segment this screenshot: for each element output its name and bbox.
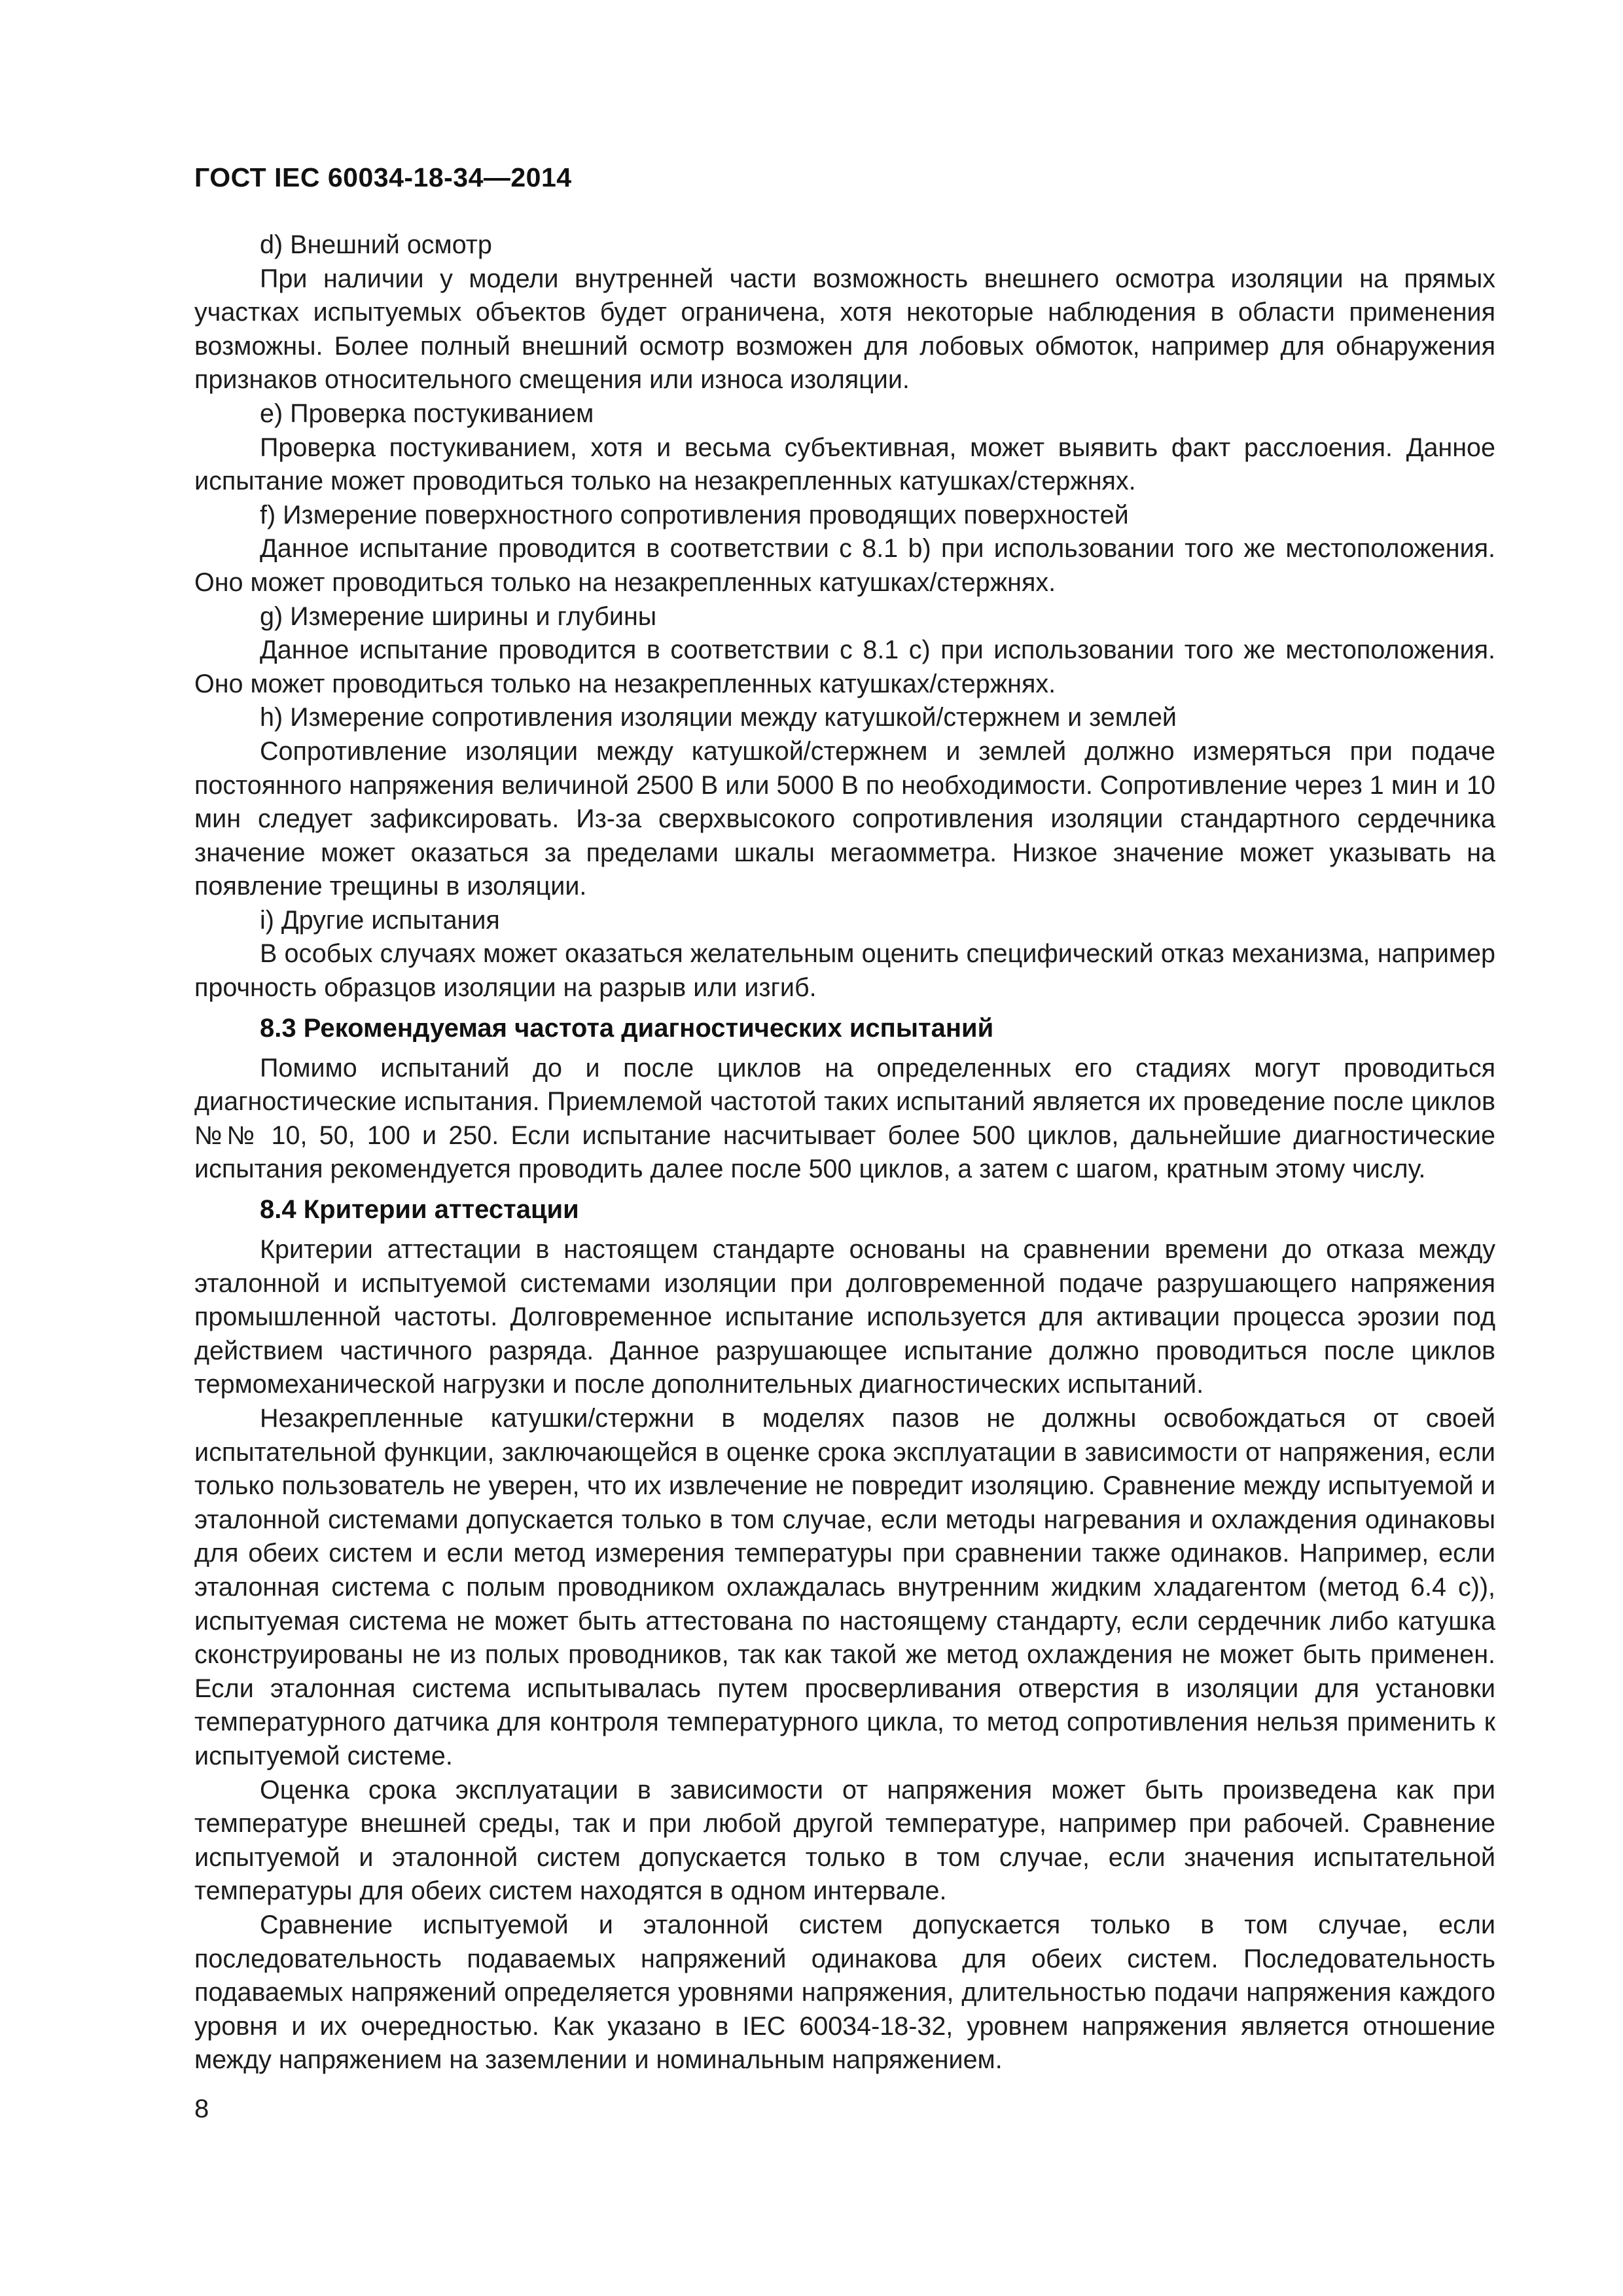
document-header: ГОСТ IEC 60034-18-34—2014 — [194, 162, 572, 192]
item-e-title: e) Проверка постукиванием — [260, 399, 594, 428]
item-i-text: В особых случаях может оказаться желательным оценить специфический отказ механизма, например прочность образцов изоляции на разрыв или изгиб. — [194, 939, 1495, 1003]
section-8-4-paragraph-3: Оценка срока эксплуатации в зависимости от напряжения может быть произведена как при температуре внешней среды, так и при любой другой температуре, например при рабочей. Сравнение испытуемой и эталонной систем допускается только в том случае, если значения испытательной температуры для обеих систем находятся в одном интервале. — [194, 1775, 1495, 1906]
section-8-4-paragraph-1: Критерии аттестации в настоящем стандарте основаны на сравнении времени до отказа между эталонной и испытуемой системами изоляции при долговременной подаче разрушающего напряжения промышленной частоты. Долговременное испытание используется для активации процесса эрозии под действием частичного разряда. Данное разрушающее испытание должно проводиться после циклов термомеханической нагрузки и после дополнительных диагностических испытаний. — [194, 1235, 1495, 1399]
section-8-4-heading: 8.4 Критерии аттестации — [260, 1195, 579, 1225]
item-i-title: i) Другие испытания — [260, 905, 500, 935]
section-8-3-heading: 8.3 Рекомендуемая частота диагностических испытаний — [260, 1013, 994, 1043]
item-g-title: g) Измерение ширины и глубины — [260, 601, 657, 631]
item-d-text: При наличии у модели внутренней части возможность внешнего осмотра изоляции на прямых участках испытуемых объектов будет ограничена, хотя некоторые наблюдения в области применения возможны. Более полный внешний осмотр возможен для лобовых обмоток, например для обнаружения признаков относительного смещения или износа изоляции. — [194, 264, 1495, 395]
section-8-4-paragraph-4: Сравнение испытуемой и эталонной систем допускается только в том случае, если последовательность подаваемых напряжений одинакова для обеих систем. Последовательность подаваемых напряжений определяется уровнями напряжения, длительностью подачи напряжения каждого уровня и их очередностью. Как указано в IEC 60034-18-32, уровнем напряжения является отношение между напряжением на заземлении и номинальным напряжением. — [194, 1910, 1495, 2075]
item-h-text: Сопротивление изоляции между катушкой/стержнем и землей должно измеряться при подаче постоянного напряжения величиной 2500 В или 5000 В по необходимости. Сопротивление через 1 мин и 10 мин следует зафиксировать. Из-за сверхвысокого сопротивления изоляции стандартного сердечника значение может оказаться за пределами шкалы мегаомметра. Низкое значение может указывать на появление трещины в изоляции. — [194, 736, 1495, 901]
document-body — [194, 228, 1495, 2077]
item-h-title: h) Измерение сопротивления изоляции между катушкой/стержнем и землей — [260, 703, 1177, 732]
page-number: 8 — [194, 2094, 209, 2123]
item-f-text: Данное испытание проводится в соответствии с 8.1 b) при использовании того же местоположения. Оно может проводиться только на незакрепленных катушках/стержнях. — [194, 534, 1495, 597]
item-d-title: d) Внешний осмотр — [260, 230, 492, 259]
item-g-text: Данное испытание проводится в соответствии с 8.1 c) при использовании того же местоположения. Оно может проводиться только на незакрепленных катушках/стержнях. — [194, 636, 1495, 698]
item-f-title: f) Измерение поверхностного сопротивления проводящих поверхностей — [260, 500, 1129, 529]
section-8-3-text: Помимо испытаний до и после циклов на определенных его стадиях могут проводиться диагностические испытания. Приемлемой частотой таких испытаний является их проведение после циклов №№ 10, 50, 100 и 250. Если испытание насчитывает более 500 циклов, дальнейшие диагностические испытания рекомендуется проводить далее после 500 циклов, а затем с шагом, кратным этому числу. — [194, 1053, 1495, 1184]
item-e-text: Проверка постукиванием, хотя и весьма субъективная, может выявить факт расслоения. Данное испытание может проводиться только на незакрепленных катушках/стержнях. — [194, 433, 1495, 496]
section-8-4-paragraph-2: Незакрепленные катушки/стержни в моделях пазов не должны освобождаться от своей испытательной функции, заключающейся в оценке срока эксплуатации в зависимости от напряжения, если только пользователь не уверен, что их извлечение не повредит изоляцию. Сравнение между испытуемой и эталонной системами допускается только в том случае, если методы нагревания и охлаждения одинаковы для обеих систем и если метод измерения температуры при сравнении также одинаков. Например, если эталонная система с полым проводником охлаждалась внутренним жидким хладагентом (метод 6.4 c)), испытуемая система не может быть аттестована по настоящему стандарту, если сердечник либо катушка сконструированы не из полых проводников, так как такой же метод охлаждения не может быть применен. Если эталонная система испытывалась путем просверливания отверстия в изоляции для установки температурного датчика для контроля температурного цикла, то метод сопротивления нельзя применить к испытуемой системе. — [194, 1404, 1495, 1770]
